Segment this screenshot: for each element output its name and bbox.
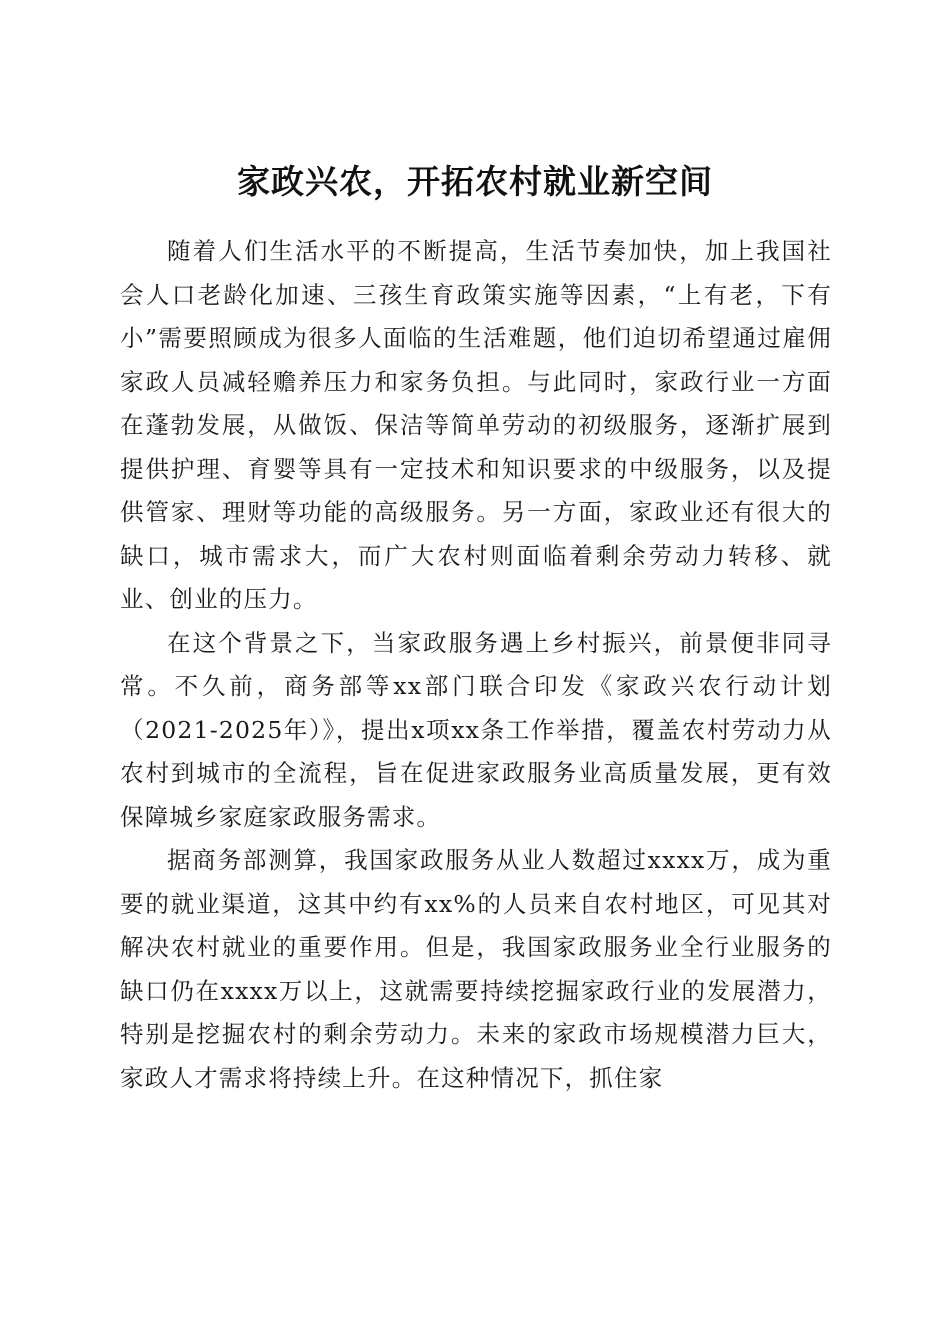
document-body — [120, 230, 832, 1100]
paragraph-2: 在这个背景之下，当家政服务遇上乡村振兴，前景便非同寻常。不久前，商务部等xx部门联合印发《家政兴农行动计划（2021-2025年）》，提出x项xx条工作举措，覆盖农村劳动力从农村到城市的全流程，旨在促进家政服务业高质量发展，更有效保障城乡家庭家政服务需求。 — [120, 628, 832, 831]
paragraph-1: 随着人们生活水平的不断提高，生活节奏加快，加上我国社会人口老龄化加速、三孩生育政策实施等因素，“上有老，下有小”需要照顾成为很多人面临的生活难题，他们迫切希望通过雇佣家政人员减轻赡养压力和家务负担。与此同时，家政行业一方面在蓬勃发展，从做饭、保洁等简单劳动的初级服务，逐渐扩展到提供护理、育婴等具有一定技术和知识要求的中级服务，以及提供管家、理财等功能的高级服务。另一方面，家政业还有很大的缺口，城市需求大，而广大农村则面临着剩余劳动力转移、就业、创业的压力。 — [120, 237, 832, 613]
paragraph-3: 据商务部测算，我国家政服务从业人数超过xxxx万，成为重要的就业渠道，这其中约有xx%的人员来自农村地区，可见其对解决农村就业的重要作用。但是，我国家政服务业全行业服务的缺口仍在xxxx万以上，这就需要持续挖掘家政行业的发展潜力，特别是挖掘农村的剩余劳动力。未来的家政市场规模潜力巨大，家政人才需求将持续上升。在这种情况下，抓住家 — [120, 846, 832, 1092]
document-title: 家政兴农，开拓农村就业新空间 — [237, 162, 713, 202]
